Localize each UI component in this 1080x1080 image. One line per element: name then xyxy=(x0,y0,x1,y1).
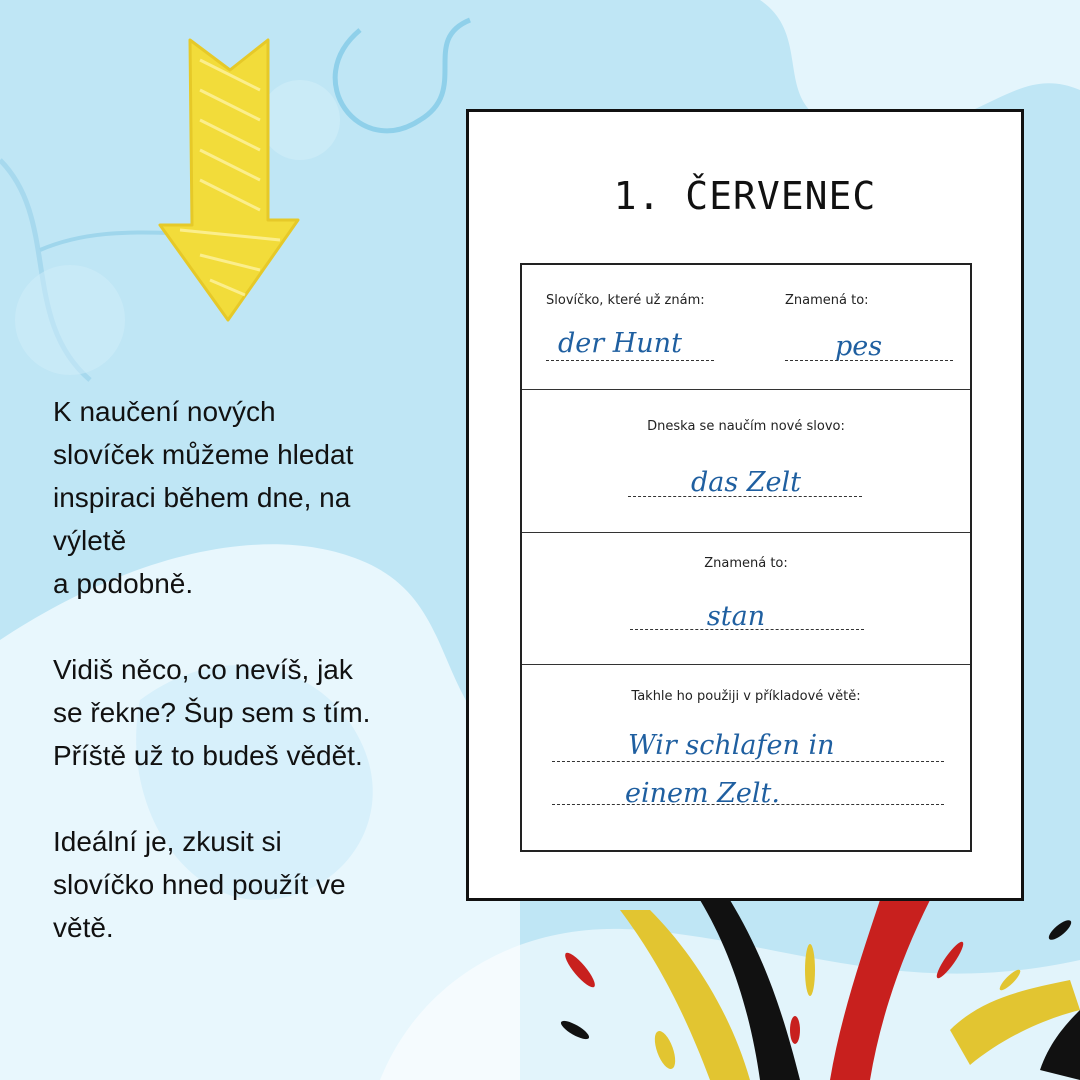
example-sentence-line-1: Wir schlafen in xyxy=(628,730,835,761)
known-word-line xyxy=(546,360,714,361)
intro-paragraph-1: K naučení nových slovíček můžeme hledat inspiraci během dne, na výletě a podobně. xyxy=(53,396,354,599)
new-word-row xyxy=(522,389,970,533)
known-meaning-value: pes xyxy=(835,331,883,362)
worksheet-card xyxy=(466,109,1024,901)
new-word-label: Dneska se naučím nové slovo: xyxy=(647,419,845,434)
meaning-value: stan xyxy=(706,601,766,632)
new-word-line xyxy=(628,496,862,497)
worksheet-grid xyxy=(520,263,972,852)
meaning-label: Znamená to: xyxy=(704,556,788,571)
splash-decoration xyxy=(480,890,1080,1080)
example-line-2 xyxy=(552,804,944,805)
worksheet-title: 1. ČERVENEC xyxy=(613,174,877,218)
intro-paragraph-2: Vidiš něco, co nevíš, jak se řekne? Šup sem s tím. Příště už to budeš vědět. xyxy=(53,654,371,771)
meaning-line xyxy=(630,629,864,630)
known-word-row xyxy=(522,265,970,390)
example-sentence-row xyxy=(522,664,970,852)
down-arrow-icon xyxy=(150,30,310,330)
example-sentence-label: Takhle ho použiji v příkladové větě: xyxy=(631,689,861,704)
new-word-value: das Zelt xyxy=(690,467,802,498)
example-sentence-line-2: einem Zelt. xyxy=(625,778,780,809)
meaning-row xyxy=(522,532,970,665)
intro-text xyxy=(53,390,433,992)
known-word-value: der Hunt xyxy=(558,328,682,359)
known-word-label: Slovíčko, které už znám: xyxy=(546,293,705,308)
intro-paragraph-3: Ideální je, zkusit si slovíčko hned použít ve větě. xyxy=(53,826,346,943)
example-line-1 xyxy=(552,761,944,762)
known-meaning-line xyxy=(785,360,953,361)
known-meaning-label: Znamená to: xyxy=(785,293,869,308)
